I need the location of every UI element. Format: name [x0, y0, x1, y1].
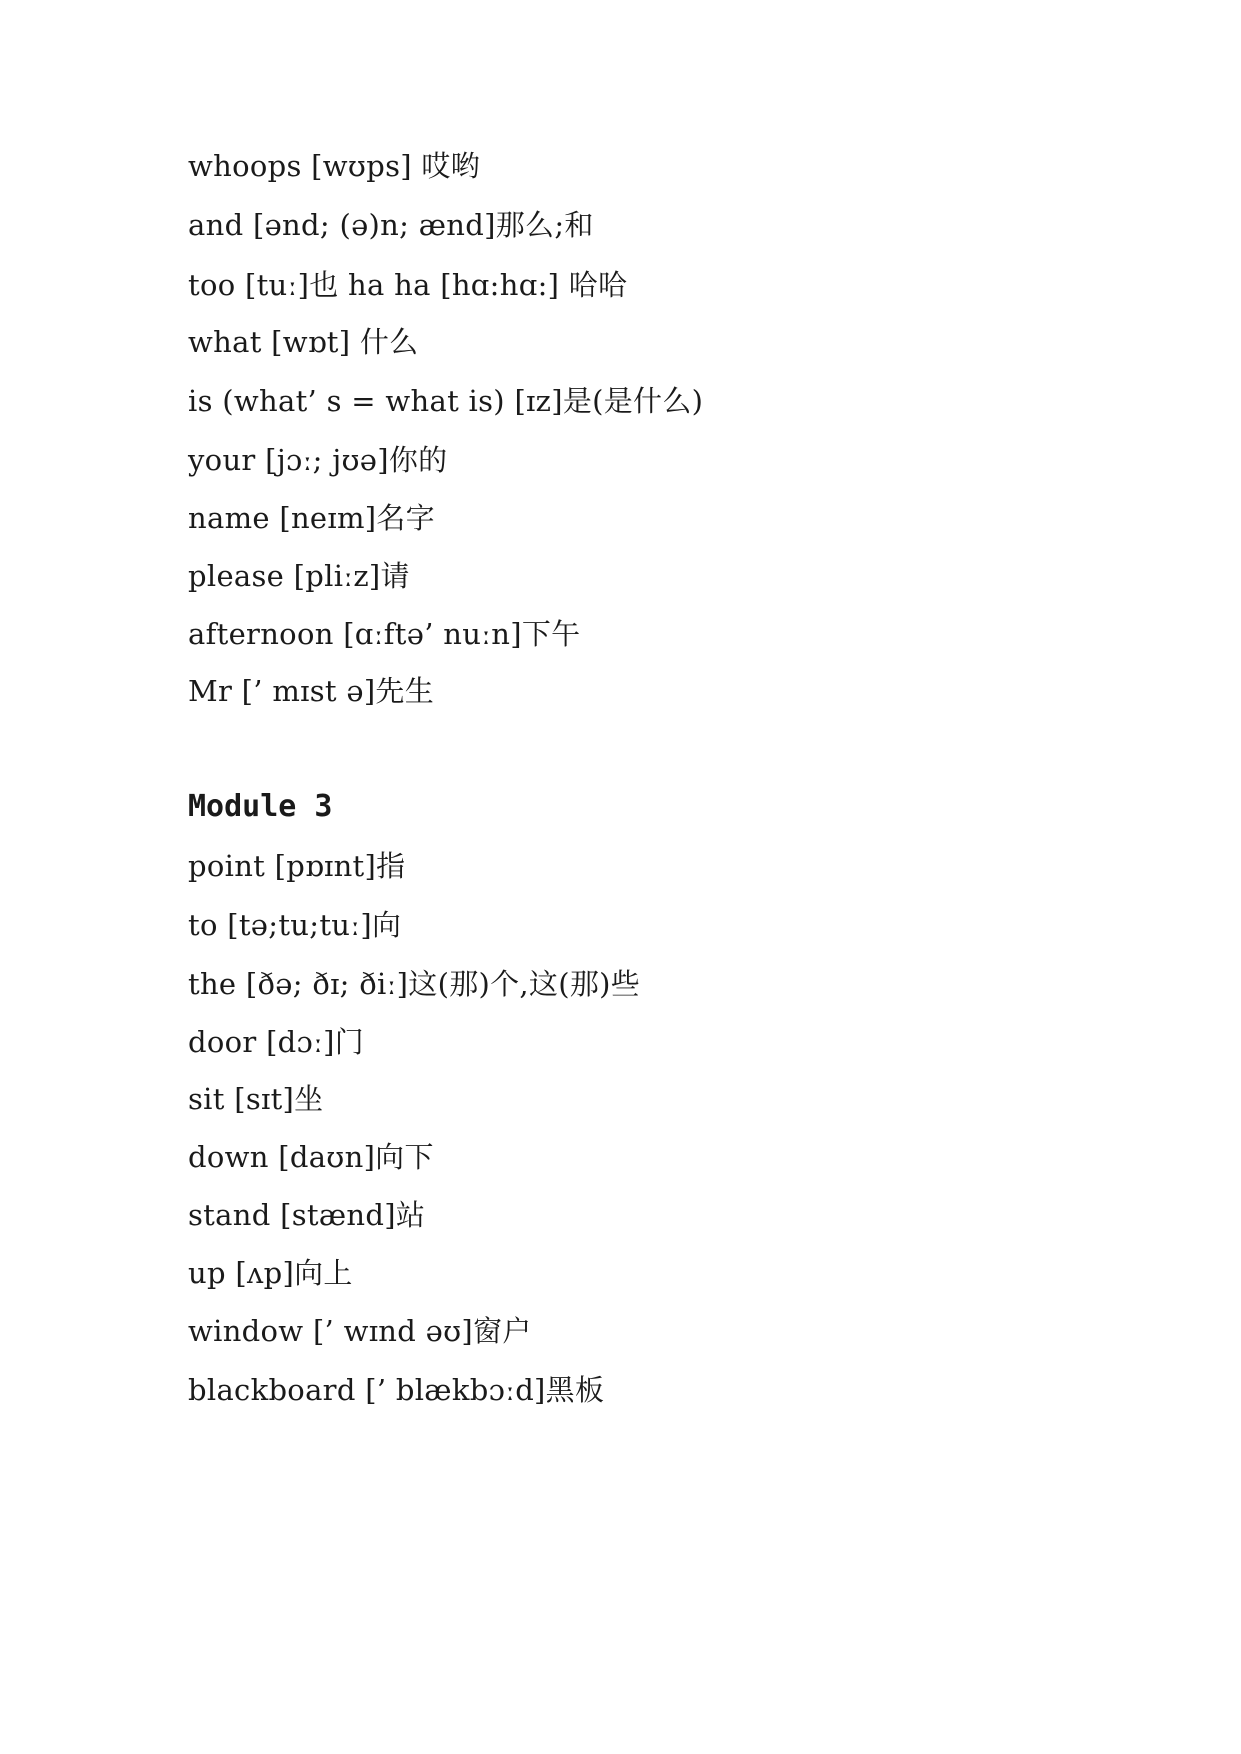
vocab-entry-is: is (what’ s = what is) [ɪz]是(是什么): [188, 384, 704, 418]
vocab-entry-too-haha: too [tuː]也 ha ha [hɑ:hɑ:] 哈哈: [188, 268, 628, 302]
vocab-entry-door: door [dɔː]门: [188, 1025, 365, 1059]
vocab-entry-what: what [wɒt] 什么: [188, 325, 419, 359]
vocab-entry-stand: stand [stænd]站: [188, 1198, 426, 1232]
vocab-entry-to: to [tə;tu;tuː]向: [188, 908, 402, 942]
vocab-entry-the: the [ðə; ðɪ; ðiː]这(那)个,这(那)些: [188, 967, 641, 1001]
vocab-entry-sit: sit [sɪt]坐: [188, 1082, 324, 1116]
vocab-entry-please: please [pliːz]请: [188, 559, 410, 593]
vocab-entry-window: window [’ wɪnd əʊ]窗户: [188, 1314, 532, 1348]
vocab-entry-blackboard: blackboard [’ blækbɔːd]黑板: [188, 1373, 605, 1407]
vocab-entry-afternoon: afternoon [ɑːftə’ nuːn]下午: [188, 617, 581, 651]
vocab-entry-mr: Mr [’ mɪst ə]先生: [188, 674, 435, 708]
vocab-entry-and: and [ənd; (ə)n; ænd]那么;和: [188, 208, 594, 242]
vocab-entry-up: up [ʌp]向上: [188, 1256, 353, 1290]
vocab-entry-name: name [neɪm]名字: [188, 501, 435, 535]
vocab-entry-down: down [daʊn]向下: [188, 1140, 434, 1174]
vocab-entry-point: point [pɒɪnt]指: [188, 849, 406, 883]
vocab-entry-your: your [jɔː; jʊə]你的: [188, 443, 448, 477]
module-heading: Module 3: [188, 789, 333, 824]
vocab-entry-whoops: whoops [wʊps] 哎哟: [188, 149, 480, 183]
